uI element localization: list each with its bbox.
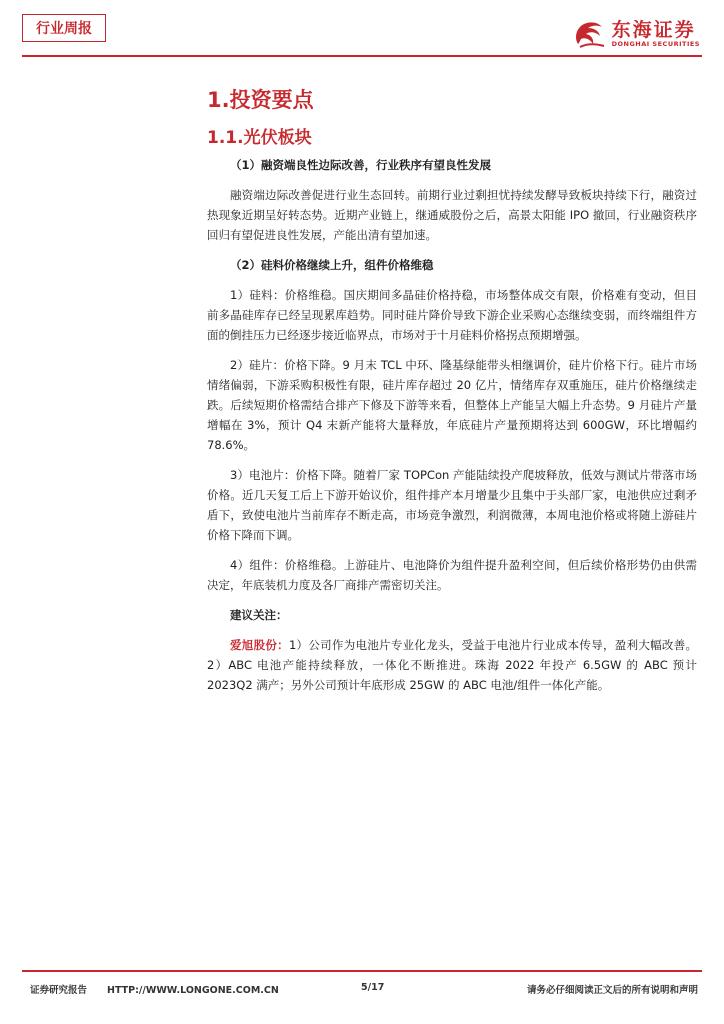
subheading-prices: （2）硅料价格继续上升，组件价格维稳 — [230, 258, 434, 272]
footer-divider — [22, 970, 702, 972]
logo-english-name: DONGHAI SECURITIES — [611, 39, 700, 48]
paragraph-financing: 融资端边际改善促进行业生态回转。前期行业过剩担忧持续发酵导致板块持续下行，融资过热现象近期呈好转态势。近期产业链上，继通威股份之后，高景太阳能 IPO 撤回，行业融资秩序回归有望促进良性发展，产能出清有望加速。 — [207, 188, 697, 242]
paragraph-silicon-material: 1）硅料：价格维稳。国庆期间多晶硅价格持稳，市场整体成交有限，价格难有变动，但目前多晶硅库存已经呈现累库趋势。同时硅片降价导致下游企业采购心态继续变弱，而终端组件方面的倒挂压力已经逐步接近临界点，市场对于十月硅料价格拐点预期增强。 — [207, 288, 697, 342]
subsection-title: 1.1.光伏板块 — [207, 128, 312, 148]
page-number: 5/17 — [361, 982, 385, 993]
paragraph-wafer: 2）硅片：价格下降。9 月末 TCL 中环、隆基绿能带头相继调价，硅片价格下行。硅片市场情绪偏弱，下游采购积极性有限，硅片库存超过 20 亿片，情绪库存双重施压，硅片价格继续走跌。后续短期价格需结合排产下修及下游等来看，但整体上产能呈大幅上升态势。9 月硅片产量增幅在 3%，预计 Q4 末新产能将大量释放，年底硅片产量预期将达到 600GW，环比增幅约 78.6%。 — [207, 358, 697, 452]
subheading-financing: （1）融资端良性边际改善，行业秩序有望良性发展 — [230, 158, 491, 172]
logo-chinese-name: 东海证券 — [611, 18, 696, 41]
report-type-tag: 行业周报 — [22, 14, 106, 42]
footer-report-label: 证券研究报告 — [30, 985, 88, 996]
company-logo — [572, 18, 700, 50]
header-divider — [22, 55, 702, 57]
paragraph-module: 4）组件：价格维稳。上游硅片、电池降价为组件提升盈利空间，但后续价格形势仍由供需决定，年底装机力度及各厂商排产需密切关注。 — [207, 558, 697, 592]
recommendation-paragraph — [207, 635, 697, 695]
footer-disclaimer: 请务必仔细阅读正文后的所有说明和声明 — [526, 985, 698, 996]
paragraph-cell: 3）电池片：价格下降。随着厂家 TOPCon 产能陆续投产爬坡释放，低效与测试片带落市场价格。近几天复工后上下游开始议价，组件排产本月增量少且集中于头部厂家，电池供应过剩矛盾下，致使电池片当前库存不断走高，市场竞争激烈，利润微薄，本周电池价格或将随上游硅片价格下降而下调。 — [207, 468, 697, 542]
recommendation-text: 1）公司作为电池片专业化龙头，受益于电池片行业成本传导，盈利大幅改善。2）ABC 电池产能持续释放，一体化不断推进。珠海 2022 年投产 6.5GW 的 ABC 预计 2023Q2 满产；另外公司预计年底形成 25GW 的 ABC 电池/组件一体化产能。 — [207, 638, 698, 692]
section-title: 1.投资要点 — [207, 88, 314, 112]
dragon-logo-icon — [572, 18, 608, 50]
recommended-company: 爱旭股份： — [230, 638, 289, 652]
recommendation-heading: 建议关注： — [230, 608, 288, 622]
report-body — [207, 155, 697, 705]
footer-website-link[interactable]: HTTP://WWW.LONGONE.COM.CN — [107, 985, 279, 996]
